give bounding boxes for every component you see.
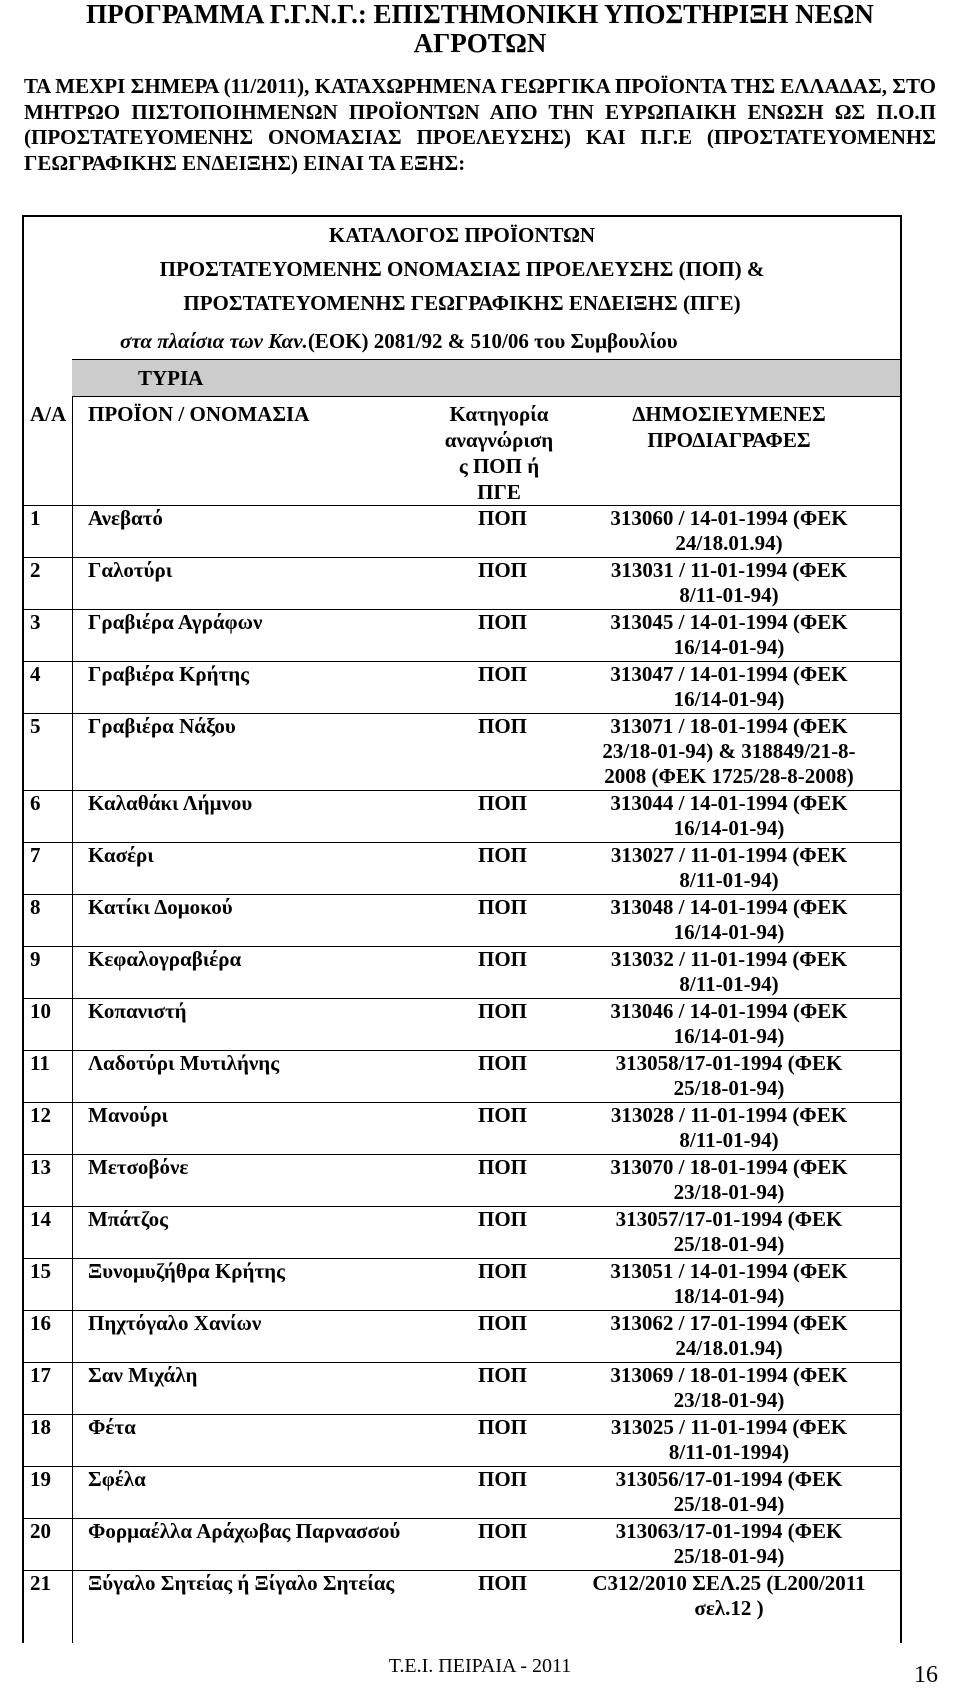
product-publication <box>564 1103 894 1153</box>
column-header-category <box>424 401 574 505</box>
publication-line: 23/18-01-94) <box>673 1388 785 1412</box>
category-header-line: Κατηγορία <box>449 402 549 426</box>
row-number: 3 <box>30 610 41 634</box>
row-number: 17 <box>30 1363 51 1387</box>
table-row <box>24 505 900 557</box>
product-category: ΠΟΠ <box>478 506 528 530</box>
product-name: Λαδοτύρι Μυτιλήνης <box>88 1051 280 1075</box>
product-name: Γραβιέρα Νάξου <box>88 714 236 738</box>
product-publication <box>564 558 894 608</box>
table-row <box>24 1362 900 1414</box>
publication-line: 313069 / 18-01-1994 (ΦΕΚ <box>610 1363 848 1387</box>
table-row <box>24 894 900 946</box>
row-number: 9 <box>30 947 41 971</box>
publication-line: 8/11-01-94) <box>679 868 779 892</box>
product-category: ΠΟΠ <box>478 1519 528 1543</box>
product-publication <box>564 1311 894 1361</box>
product-category: ΠΟΠ <box>478 1467 528 1491</box>
publication-line: 24/18.01.94) <box>675 531 783 555</box>
publication-line: 25/18-01-94) <box>673 1232 785 1256</box>
publication-line: 313063/17-01-1994 (ΦΕΚ <box>615 1519 843 1543</box>
table-row <box>24 1570 900 1622</box>
column-header-publication <box>564 401 894 453</box>
column-header-name: ΠΡΟΪΟΝ / ΟΝΟΜΑΣΙΑ <box>88 402 310 426</box>
product-publication <box>564 843 894 893</box>
row-number: 19 <box>30 1467 51 1491</box>
product-publication <box>564 610 894 660</box>
publication-line: 313044 / 14-01-1994 (ΦΕΚ <box>610 791 848 815</box>
publication-line: 313027 / 11-01-1994 (ΦΕΚ <box>610 843 848 867</box>
publication-line: 313058/17-01-1994 (ΦΕΚ <box>615 1051 843 1075</box>
publication-line: 24/18.01.94) <box>675 1336 783 1360</box>
product-name: Γραβιέρα Αγράφων <box>88 610 263 634</box>
product-publication <box>564 895 894 945</box>
publication-line: 25/18-01-94) <box>673 1076 785 1100</box>
section-label: ΤΥΡΙΑ <box>138 366 204 390</box>
footer-text: Τ.Ε.Ι. ΠΕΙΡΑΙΑ - 2011 <box>388 1655 572 1677</box>
catalog-table <box>22 215 902 1643</box>
product-name: Σφέλα <box>88 1467 146 1491</box>
table-row <box>24 1154 900 1206</box>
publication-line: 8/11-01-94) <box>679 972 779 996</box>
publication-line: 2008 (ΦΕΚ 1725/28-8-2008) <box>604 764 854 788</box>
product-publication <box>564 791 894 841</box>
category-header-line: ς ΠΟΠ ή <box>458 454 540 478</box>
catalog-title-line-2: ΠΡΟΣΤΑΤΕΥΟΜΕΝΗΣ ΟΝΟΜΑΣΙΑΣ ΠΡΟΕΛΕΥΣΗΣ (ΠΟΠ) & <box>159 257 765 281</box>
product-publication <box>564 1051 894 1101</box>
row-number: 18 <box>30 1415 51 1439</box>
product-name: Καλαθάκι Λήμνου <box>88 791 253 815</box>
publication-line: 313057/17-01-1994 (ΦΕΚ <box>615 1207 843 1231</box>
publication-line: 313056/17-01-1994 (ΦΕΚ <box>615 1467 843 1491</box>
table-row <box>24 1050 900 1102</box>
section-band <box>72 359 900 397</box>
row-number: 6 <box>30 791 41 815</box>
product-category: ΠΟΠ <box>478 1415 528 1439</box>
product-publication <box>564 506 894 556</box>
category-header-line: αναγνώριση <box>444 428 554 452</box>
product-category: ΠΟΠ <box>478 1051 528 1075</box>
table-row <box>24 790 900 842</box>
product-name: Ξυνομυζήθρα Κρήτης <box>88 1259 285 1283</box>
product-name: Γαλοτύρι <box>88 558 173 582</box>
row-number: 5 <box>30 714 41 738</box>
product-category: ΠΟΠ <box>478 662 528 686</box>
row-number: 15 <box>30 1259 51 1283</box>
catalog-title-line-1: ΚΑΤΑΛΟΓΟΣ ΠΡΟΪΟΝΤΩΝ <box>328 223 596 247</box>
product-category: ΠΟΠ <box>478 999 528 1023</box>
publication-line: 23/18-01-94) <box>673 1180 785 1204</box>
product-publication <box>564 1415 894 1465</box>
publication-line: 313028 / 11-01-1994 (ΦΕΚ <box>610 1103 848 1127</box>
product-publication <box>564 1155 894 1205</box>
heading-line-2: ΑΓΡΟΤΩΝ <box>413 28 547 58</box>
publication-line: σελ.12 ) <box>694 1596 764 1620</box>
product-publication <box>564 947 894 997</box>
product-category: ΠΟΠ <box>478 558 528 582</box>
product-category: ΠΟΠ <box>478 1207 528 1231</box>
publication-line: 313048 / 14-01-1994 (ΦΕΚ <box>610 895 848 919</box>
page-heading <box>0 0 960 58</box>
row-number: 12 <box>30 1103 51 1127</box>
table-row <box>24 1102 900 1154</box>
publication-line: 313062 / 17-01-1994 (ΦΕΚ <box>610 1311 848 1335</box>
product-name: Μετσοβόνε <box>88 1155 189 1179</box>
publication-line: 313032 / 11-01-1994 (ΦΕΚ <box>610 947 848 971</box>
publication-line: 313070 / 18-01-1994 (ΦΕΚ <box>610 1155 848 1179</box>
row-number: 2 <box>30 558 41 582</box>
table-row <box>24 1258 900 1310</box>
publication-header-line: ΔΗΜΟΣΙΕΥΜΕΝΕΣ <box>632 402 826 426</box>
publication-header-line: ΠΡΟΔΙΑΓΡΑΦΕΣ <box>647 428 811 452</box>
product-category: ΠΟΠ <box>478 843 528 867</box>
product-name: Σαν Μιχάλη <box>88 1363 198 1387</box>
publication-line: 313046 / 14-01-1994 (ΦΕΚ <box>610 999 848 1023</box>
product-name: Κατίκι Δομοκού <box>88 895 233 919</box>
product-publication <box>564 714 894 789</box>
product-category: ΠΟΠ <box>478 947 528 971</box>
row-number: 11 <box>30 1051 50 1075</box>
row-number: 4 <box>30 662 41 686</box>
table-row <box>24 1414 900 1466</box>
product-publication <box>564 1207 894 1257</box>
product-publication <box>564 662 894 712</box>
publication-line: 313045 / 14-01-1994 (ΦΕΚ <box>610 610 848 634</box>
row-number: 10 <box>30 999 51 1023</box>
product-name: Ανεβατό <box>88 506 163 530</box>
product-name: Κασέρι <box>88 843 154 867</box>
table-row <box>24 1310 900 1362</box>
publication-line: 16/14-01-94) <box>673 1024 785 1048</box>
table-body <box>24 505 900 1622</box>
publication-line: 16/14-01-94) <box>673 687 785 711</box>
catalog-subtitle <box>120 327 678 355</box>
table-row <box>24 557 900 609</box>
publication-line: 16/14-01-94) <box>673 816 785 840</box>
product-category: ΠΟΠ <box>478 1259 528 1283</box>
product-category: ΠΟΠ <box>478 895 528 919</box>
table-row <box>24 1206 900 1258</box>
publication-line: C312/2010 ΣΕΛ.25 (L200/2011 <box>592 1571 866 1595</box>
page-number: 16 <box>914 1662 938 1688</box>
table-row <box>24 946 900 998</box>
product-name: Κοπανιστή <box>88 999 187 1023</box>
publication-line: 313047 / 14-01-1994 (ΦΕΚ <box>610 662 848 686</box>
column-header-num: Α/Α <box>30 402 67 426</box>
product-publication <box>564 1363 894 1413</box>
table-row <box>24 661 900 713</box>
publication-line: 313071 / 18-01-1994 (ΦΕΚ <box>610 714 848 738</box>
product-category: ΠΟΠ <box>478 714 528 738</box>
product-publication <box>564 1571 894 1621</box>
publication-line: 25/18-01-94) <box>673 1544 785 1568</box>
publication-line: 8/11-01-94) <box>679 583 779 607</box>
product-name: Γραβιέρα Κρήτης <box>88 662 250 686</box>
publication-line: 23/18-01-94) & 318849/21-8- <box>602 739 856 763</box>
publication-line: 8/11-01-94) <box>679 1128 779 1152</box>
row-number: 13 <box>30 1155 51 1179</box>
table-row <box>24 998 900 1050</box>
publication-line: 16/14-01-94) <box>673 920 785 944</box>
product-category: ΠΟΠ <box>478 1155 528 1179</box>
publication-line: 8/11-01-1994) <box>668 1440 790 1464</box>
publication-line: 16/14-01-94) <box>673 635 785 659</box>
table-row <box>24 609 900 661</box>
table-row <box>24 1518 900 1570</box>
product-name: Μανούρι <box>88 1103 169 1127</box>
product-name: Φορμαέλλα Αράχωβας Παρνασσού <box>88 1519 401 1543</box>
product-publication <box>564 1467 894 1517</box>
product-name: Μπάτζος <box>88 1207 169 1231</box>
publication-line: 313025 / 11-01-1994 (ΦΕΚ <box>610 1415 848 1439</box>
table-row <box>24 713 900 790</box>
product-name: Κεφαλογραβιέρα <box>88 947 242 971</box>
category-header-line: ΠΓΕ <box>477 480 521 504</box>
catalog-title-line-3: ΠΡΟΣΤΑΤΕΥΟΜΕΝΗΣ ΓΕΩΓΡΑΦΙΚΗΣ ΕΝΔΕΙΞΗΣ (ΠΓΕ) <box>183 291 741 315</box>
subtitle-italic: στα πλαίσια των Καν. <box>120 329 308 353</box>
product-category: ΠΟΠ <box>478 1103 528 1127</box>
product-category: ΠΟΠ <box>478 1571 528 1595</box>
product-name: Ξύγαλο Σητείας ή Ξίγαλο Σητείας <box>88 1571 395 1595</box>
row-number: 20 <box>30 1519 51 1543</box>
product-publication <box>564 999 894 1049</box>
product-publication <box>564 1519 894 1569</box>
product-category: ΠΟΠ <box>478 1363 528 1387</box>
subtitle-rest: (ΕΟΚ) 2081/92 & 510/06 του Συμβουλίου <box>307 329 678 353</box>
publication-line: 313051 / 14-01-1994 (ΦΕΚ <box>610 1259 848 1283</box>
publication-line: 25/18-01-94) <box>673 1492 785 1516</box>
row-number: 16 <box>30 1311 51 1335</box>
publication-line: 18/14-01-94) <box>673 1284 785 1308</box>
product-category: ΠΟΠ <box>478 791 528 815</box>
product-name: Φέτα <box>88 1415 136 1439</box>
row-number: 7 <box>30 843 41 867</box>
publication-line: 313060 / 14-01-1994 (ΦΕΚ <box>610 506 848 530</box>
product-name: Πηχτόγαλο Χανίων <box>88 1311 262 1335</box>
heading-line-1: ΠΡΟΓΡΑΜΜΑ Γ.Γ.Ν.Γ.: ΕΠΙΣΤΗΜΟΝΙΚΗ ΥΠΟΣΤΗΡΙΞΗ ΝΕΩΝ <box>86 0 874 29</box>
row-number: 8 <box>30 895 41 919</box>
table-row <box>24 842 900 894</box>
product-category: ΠΟΠ <box>478 610 528 634</box>
row-number: 1 <box>30 506 41 530</box>
row-number: 14 <box>30 1207 51 1231</box>
product-publication <box>564 1259 894 1309</box>
table-row <box>24 1466 900 1518</box>
row-number: 21 <box>30 1571 51 1595</box>
intro-paragraph: ΤΑ ΜΕΧΡΙ ΣΗΜΕΡΑ (11/2011), ΚΑΤΑΧΩΡΗΜΕΝΑ ΓΕΩΡΓΙΚΑ ΠΡΟΪΟΝΤΑ ΤΗΣ ΕΛΛΑΔΑΣ, ΣΤΟ ΜΗΤΡΩΟ ΠΙΣΤΟΠΟΙΗΜΕΝΩΝ ΠΡΟΪΟΝΤΩΝ ΑΠΟ ΤΗΝ ΕΥΡΩΠΑΙΚΗ ΕΝΩΣΗ ΩΣ Π.Ο.Π (ΠΡΟΣΤΑΤΕΥΟΜΕΝΗΣ ΟΝΟΜΑΣΙΑΣ ΠΡΟΕΛΕΥΣΗΣ) ΚΑΙ Π.Γ.Ε (ΠΡΟΣΤΑΤΕΥΟΜΕΝΗΣ ΓΕΩΓΡΑΦΙΚΗΣ ΕΝΔΕΙΞΗΣ) ΕΙΝΑΙ ΤΑ ΕΞΗΣ: <box>24 74 936 175</box>
product-category: ΠΟΠ <box>478 1311 528 1335</box>
publication-line: 313031 / 11-01-1994 (ΦΕΚ <box>610 558 848 582</box>
